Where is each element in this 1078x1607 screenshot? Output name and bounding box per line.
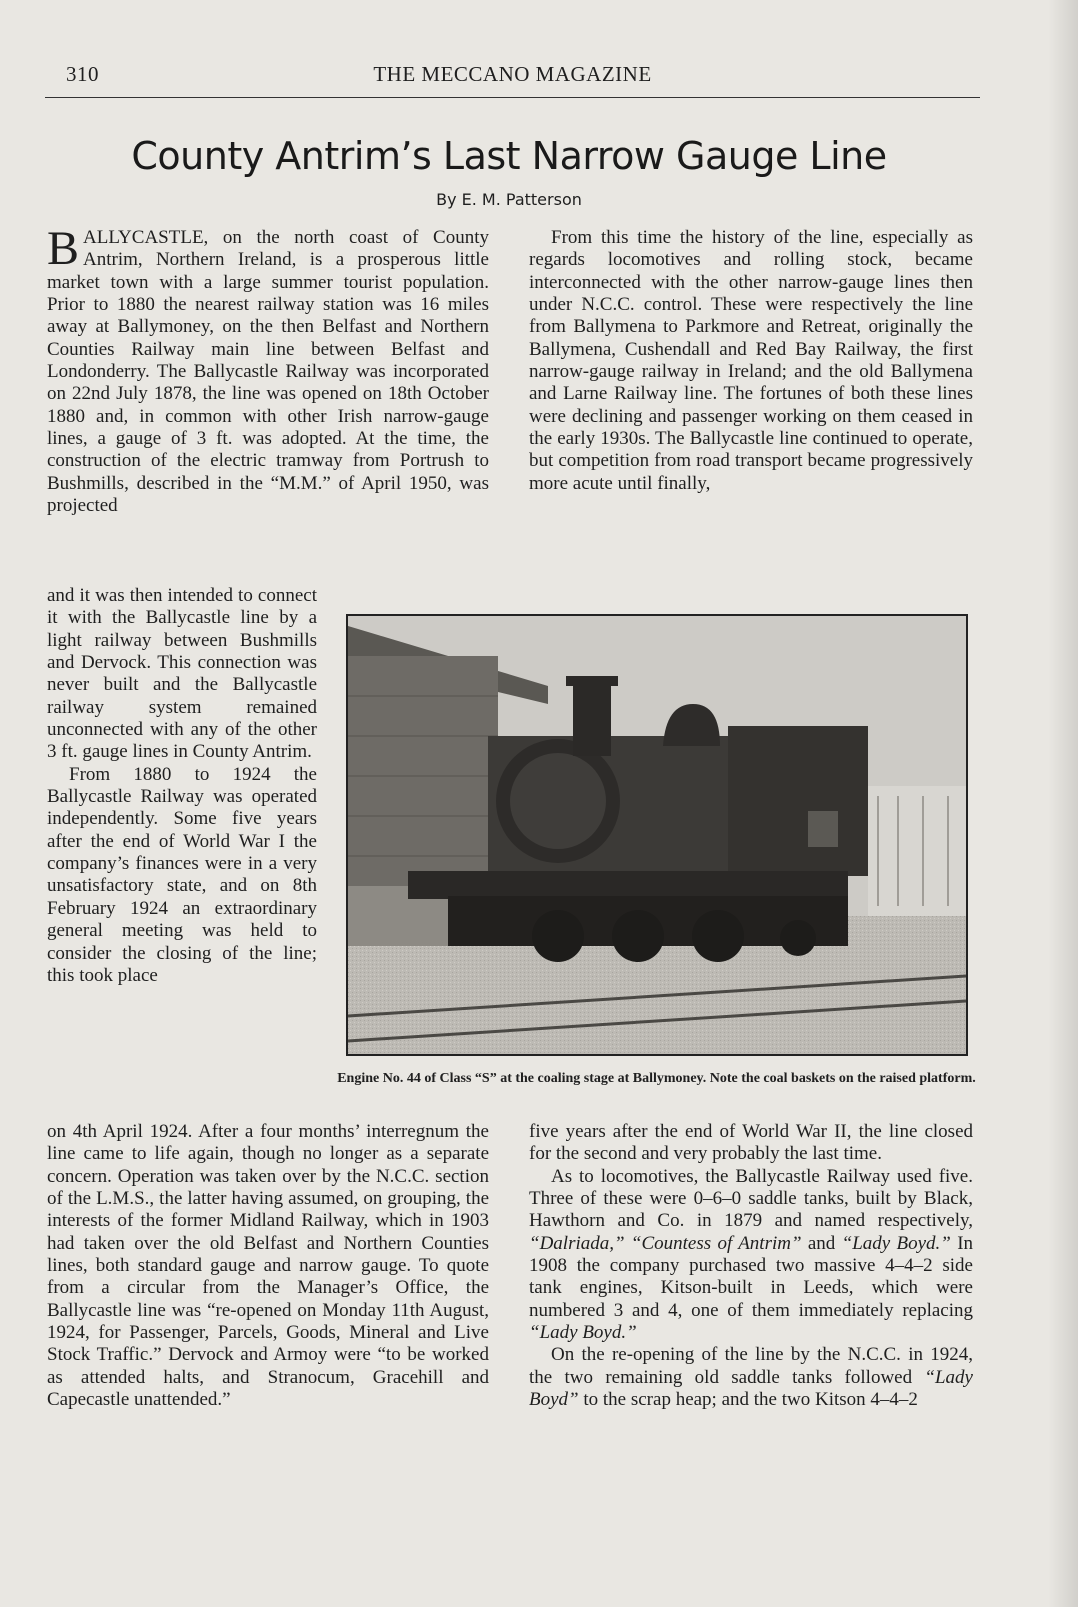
page-edge-shadow [1048,0,1078,1607]
right-column-bottom [529,1121,973,1501]
paragraph-closure: five years after the end of World War II, the line closed for the second and very probably the last time. [529,1121,973,1165]
engine-name-lady-boyd-3: “Lady Boyd” [529,1366,973,1411]
paragraph-history: From this time the history of the line, especially as regards locomotives and rolling stock, became interconnected with the other narrow-gauge lines then under N.C.C. control. These were respectively the line from Ballymena to Parkmore and Retreat, originally the Ballymena, Cushendall and Red Bay Railway, the first narrow-gauge railway in Ireland; and the old Ballymena and Larne Railway line. The fortunes of both these lines were declining and passenger working on them ceased in the early 1930s. The Ballycastle line continued to operate, but competition from road transport became progressively more acute until finally, [529,227,973,494]
article-title: County Antrim’s Last Narrow Gauge Line [131,134,887,178]
engine-name-lady-boyd-2: “Lady Boyd.” [529,1322,637,1344]
page-header [45,62,980,92]
paragraph-scrap: On the re-opening of the line by the N.C.C. in 1924, the two remaining old saddle tanks followed “Lady Boyd” to the scrap heap; and the two Kitson 4–4–2 [529,1344,973,1411]
right-column-top [529,227,973,588]
locomotive-photograph [346,614,968,1056]
header-rule [45,97,980,98]
coal-baskets [868,786,966,916]
left-column-bottom [47,1121,489,1501]
paragraph-intro: BALLYCASTLE, on the north coast of County Antrim, Northern Ireland, is a prosperous little market town with a large summer tourist population. Prior to 1880 the nearest railway station was 16 miles away at Ballymoney, on the then Belfast and Northern Counties Railway main line between Belfast and Londonderry. The Ballycastle Railway was incorporated on 22nd July 1878, the line was opened on 18th October 1880 and, in common with other Irish narrow-gauge lines, a gauge of 3 ft. was adopted. At the time, the construction of the electric tramway from Portrush to Bushmills, described in the “M.M.” of April 1950, was projected [47,222,489,517]
paragraph-locomotives: As to locomotives, the Ballycastle Railway used five. Three of these were 0–6–0 saddle tanks, built by Black, Hawthorn and Co. in 1879 and named respectively, “Dalriada,” “Countess of Antrim” and “Lady Boyd.” In 1908 the company purchased two massive 4–4–2 side tank engines, Kitson-built in Leeds, which were numbered 3 and 4, one of them immediately replacing “Lady Boyd.” [529,1165,974,1344]
engine-name-lady-boyd: “Lady Boyd.” [841,1232,951,1254]
paragraph-reopening: on 4th April 1924. After a four months’ interregnum the line came to life again, though no longer as a separate concern. Operation was taken over by the N.C.C. section of the L.M.S., the latter having assumed, on grouping, the interests of the former Midland Railway, which in 1903 had taken over the old Belfast and Northern Counties lines, both standard gauge and narrow gauge. To quote from a circular from the Manager’s Office, the Ballycastle line was “re-opened on Monday 11th August, 1924, for Passenger, Parcels, Goods, Mineral and Live Stock Traffic.” Dervock and Armoy were “to be worked as attended halts, and Stranocum, Gracehill and Capecastle unattended.” [47,1121,489,1411]
running-head: THE MECCANO MAGAZINE [373,62,652,86]
drop-cap: B [47,222,80,275]
paragraph-intro-continued: and it was then intended to connect it with the Ballycastle line by a light railway between Bushmills and Dervock. This connection was never built and the Ballycastle railway system remained unconnected with any of the other 3 ft. gauge lines in County Antrim. [47,585,317,763]
left-column-top [47,222,489,588]
photograph-image [348,616,966,1054]
engine-name-dalriada: “Dalriada,” [529,1232,625,1254]
paragraph-independent: From 1880 to 1924 the Ballycastle Railway was operated independently. Some five years after the end of World War I the company’s finances were in a very unsatisfactory state, and on 8th February 1924 an extraordinary general meeting was held to consider the closing of the line; this took place [47,763,317,986]
engine-name-countess: “Countess of Antrim” [630,1232,802,1254]
article-byline: By E. M. Patterson [436,190,582,209]
left-column-narrow [47,585,317,1120]
photo-caption: Engine No. 44 of Class “S” at the coaling stage at Ballymoney. Note the coal baskets on the raised platform. [337,1071,976,1086]
page-number: 310 [66,62,99,86]
